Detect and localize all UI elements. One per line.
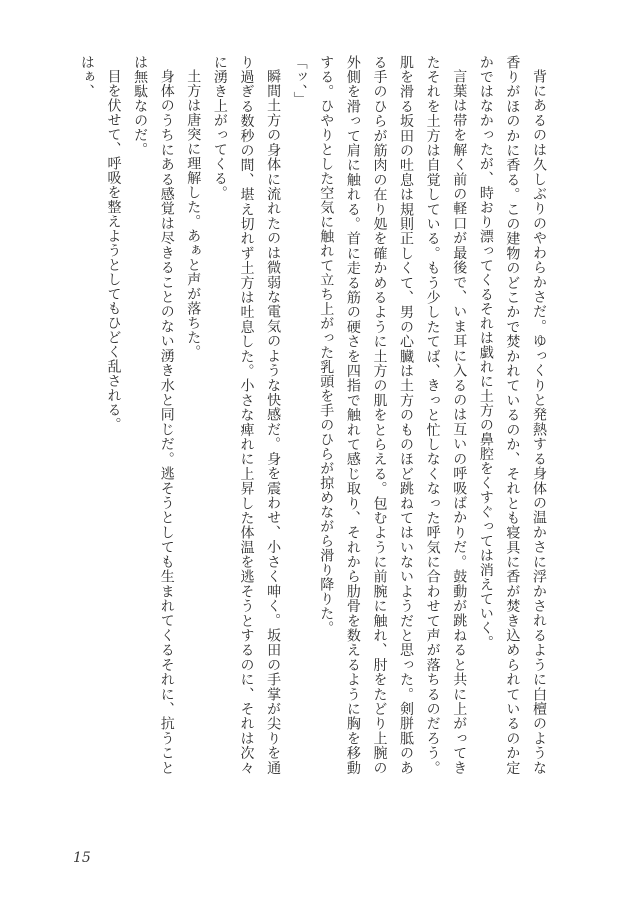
vertical-text-body (73, 55, 552, 775)
page-number: 15 (73, 850, 91, 866)
paragraph: はぁ、 (78, 55, 95, 99)
paragraph: 身体のうちにある感覚は尽きることのない湧き水と同じだ。逃そうとしても生まれてくるそれに、抗うことは無駄なのだ。 (132, 55, 175, 776)
paragraph: 背にあるのは久しぶりのやわらかさだ。ゆっくりと発熱する身体の温かさに浮かされるように白檀のような香りがほのかに香る。この建物のどこかで焚かれているのか、それとも寝具に香が焚き込められているのか定かではなかったが、時おり漂ってくるそれは戯れに土方の鼻腔をくすぐっては消えていく。 (477, 55, 547, 775)
paragraph: 瞬間土方の身体に流れたのは微弱な電気のような快感だ。身を震わせ、小さく呻く。坂田の手掌が尖りを通り過ぎる数秒の間、堪え切れず土方は吐息した。小さな痺れに上昇した体温を逃そうとするのに、それは次々に湧き上がってくる。 (211, 55, 282, 776)
paragraph: 目を伏せて、呼吸を整えようとしてもひどく乱される。 (105, 69, 122, 432)
paragraph: 言葉は帯を解く前の軽口が最後で、いま耳に入るのは互いの呼吸ばかりだ。鼓動が跳ねると共に上がってきたそれを土方は自覚している。もう少したてば、きっと忙しなくなった呼気に合わせて声が落ちるのだろう。肌を滑る坂田の吐息は規則正しくて、男の心臓は土方のものほど跳ねてはいないようだと思った。剣胼胝のある手のひらが筋肉の在り処を確かめるように土方の肌をとらえる。包むように前腕に触れ、肘をたどり上腕の外側を滑って肩に触れる。首に走る筋の硬さを四指で触れて感じ取り、それから肋骨を数えるように胸を移動する。ひやりとした空気に触れて立ち上がった乳頭を手のひらが掠めながら滑り降りた。 (318, 55, 468, 776)
paragraph: 土方は唐突に理解した。あぁと声が落ちた。 (185, 69, 202, 359)
dialogue-line: 「ッ、」 (291, 55, 308, 106)
